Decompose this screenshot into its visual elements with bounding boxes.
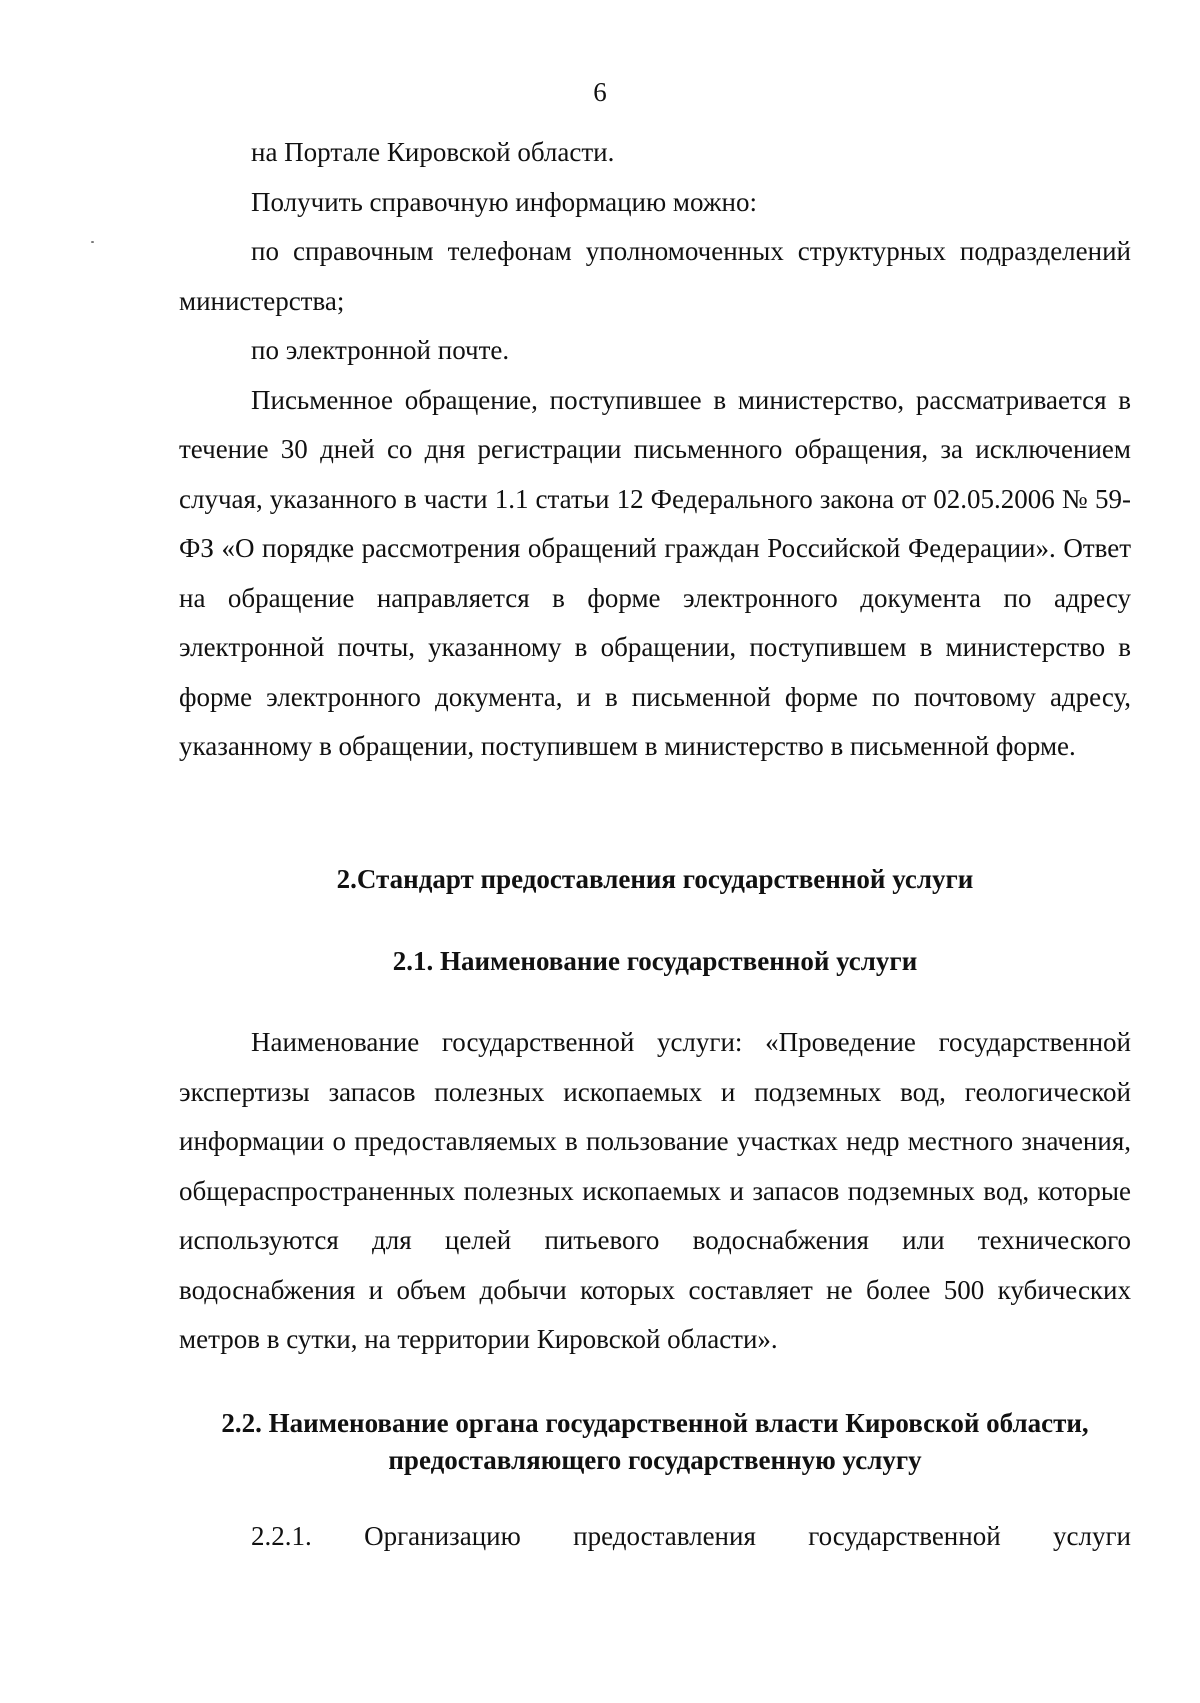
paragraph-written-appeal: Письменное обращение, поступившее в министерство, рассматривается в течение 30 дней со дня регистрации письменного обращения, за исключением случая, указанного в части 1.1 статьи 12 Федерального закона от 02.05.2006 № 59-ФЗ «О порядке рассмотрения обращений граждан Российской Федерации». Ответ на обращение направляется в форме электронного документа по адресу электронной почты, указанному в обращении, поступившем в министерство в форме электронного документа, и в письменной форме по почтовому адресу, указанному в обращении, поступившем в министерство в письменной форме. xyxy=(179,384,1131,761)
line-info: Получить справочную информацию можно: xyxy=(251,186,757,217)
subsection-2-1-text xyxy=(179,1018,1131,1365)
intro-text xyxy=(179,128,1131,772)
clause-2-2-1: 2.2.1. Организацию предоставления государственной услуги xyxy=(251,1521,1131,1551)
section-heading-2: 2.Стандарт предоставления государственной услуги xyxy=(336,864,974,894)
page-number: 6 xyxy=(593,77,607,107)
line-email: по электронной почте. xyxy=(251,335,510,365)
subsection-heading-2-2-line1: 2.2. Наименование органа государственной власти Кировской области, xyxy=(221,1408,1089,1438)
line-portal: на Портале Кировской области. xyxy=(251,137,615,167)
line-phones-text: по справочным телефонам уполномоченных структурных подразделений министерства; xyxy=(179,236,1131,316)
subsection-heading-2-2-line2: предоставляющего государственную услугу xyxy=(388,1445,922,1475)
subsection-heading-2-2 xyxy=(179,1405,1131,1479)
subsection-2-2-text xyxy=(179,1512,1131,1562)
subsection-heading-2-1: 2.1. Наименование государственной услуги xyxy=(392,946,918,976)
scan-speck xyxy=(91,241,94,243)
line-phones xyxy=(179,227,1131,326)
service-name-paragraph: Наименование государственной услуги: «Проведение государственной экспертизы запасов полезных ископаемых и подземных вод, геологической информации о предоставляемых в пользование участках недр местного значения, общераспространенных полезных ископаемых и запасов подземных вод, которые используются для целей питьевого водоснабжения или технического водоснабжения и объем добычи которых составляет не более 500 кубических метров в сутки, на территории Кировской области». xyxy=(179,1027,1131,1354)
